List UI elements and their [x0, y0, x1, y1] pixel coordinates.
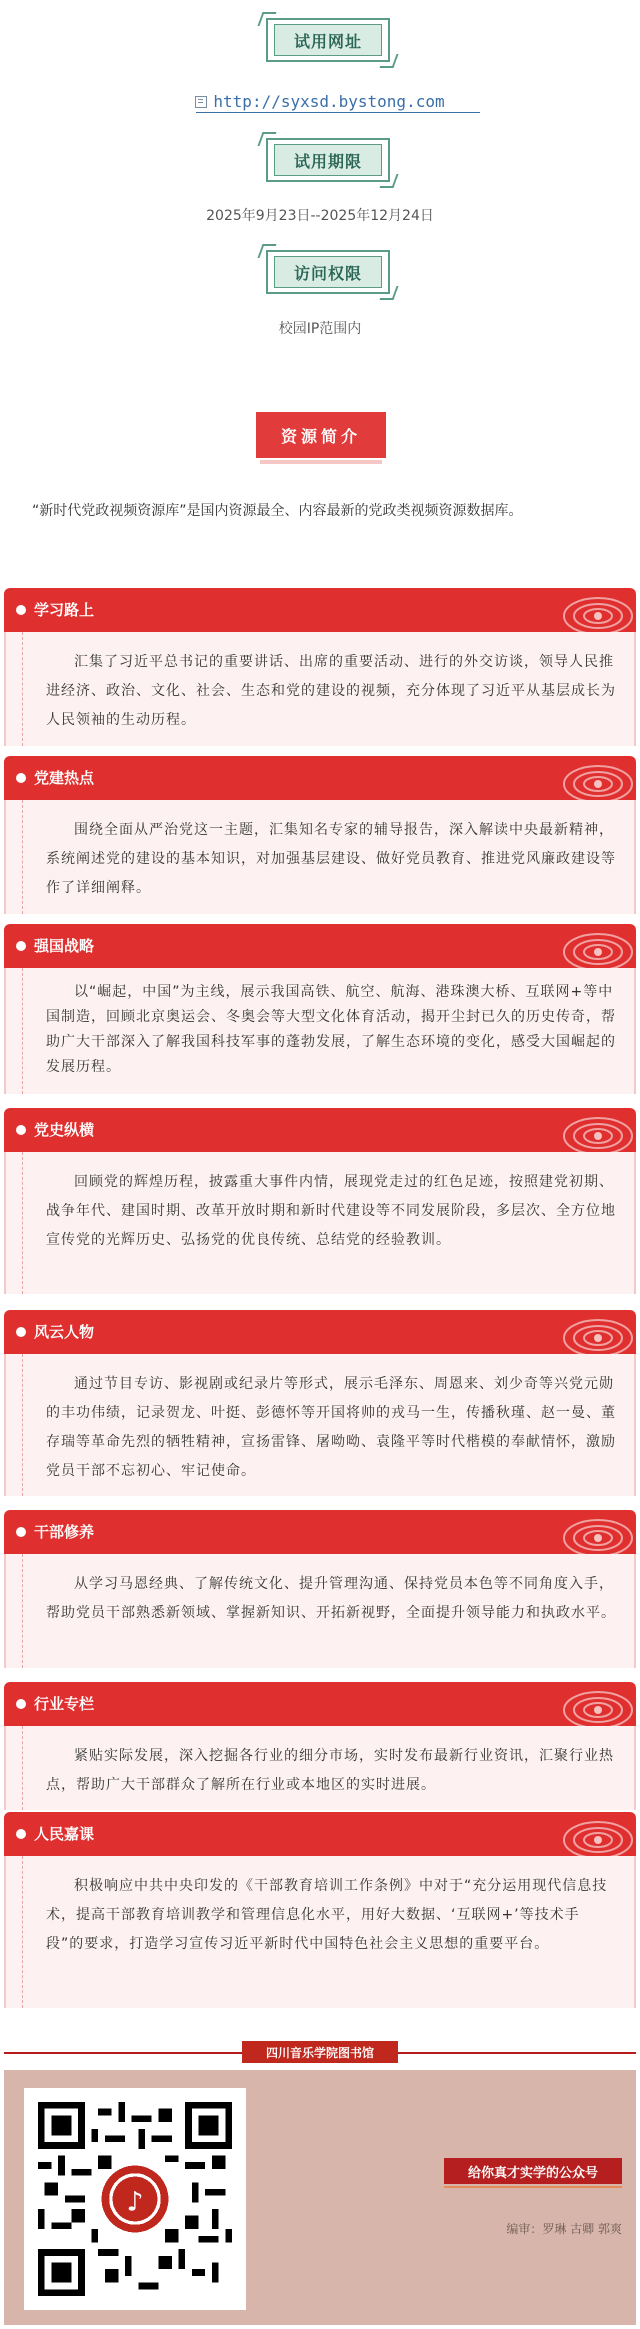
hall-emblem-icon — [536, 1510, 636, 1554]
access-label-text: 访问权限 — [293, 263, 362, 283]
section-title: 强国战略 — [34, 937, 95, 955]
intro-paragraph: “新时代党政视频资源库”是国内资源最全、内容最新的党政类视频资源数据库。 — [32, 503, 523, 519]
hall-emblem-icon — [536, 1682, 636, 1726]
section-people-course — [4, 1812, 636, 2008]
section-title: 党史纵横 — [34, 1121, 95, 1139]
section-title: 学习路上 — [34, 601, 95, 619]
section-title: 人民嘉课 — [34, 1825, 95, 1843]
section-text: 通过节目专访、影视剧或纪录片等形式，展示毛泽东、周恩来、刘少奇等兴党元勋的丰功伟绩，记录贺龙、叶挺、彭德怀等开国将帅的戎马一生，传播秋瑾、赵一曼、董存瑞等革命先烈的牺牲精神，宣扬雷锋、屠呦呦、袁隆平等时代楷模的奉献情怀，激励党员干部不忘初心、牢记使命。 — [46, 1376, 616, 1479]
section-header — [4, 1108, 636, 1152]
access-value: 校园IP范围内 — [278, 321, 362, 337]
hall-emblem-icon — [536, 588, 636, 632]
section-text: 从学习马恩经典、了解传统文化、提升管理沟通、保持党员本色等不同角度入手，帮助党员干部熟悉新领域、掌握新知识、开拓新视野，全面提升领导能力和执政水平。 — [46, 1576, 616, 1621]
trial-url-link[interactable]: http://syxsd.bystong.com — [213, 92, 445, 111]
hall-emblem-icon — [536, 1310, 636, 1354]
section-party-hotspots — [4, 756, 636, 914]
qr-code[interactable] — [24, 2088, 246, 2310]
trial-url-label — [266, 18, 390, 62]
footer-panel — [4, 2070, 636, 2325]
access-label — [266, 250, 390, 294]
section-header — [4, 588, 636, 632]
section-industry-column — [4, 1682, 636, 1810]
trial-url-label-text: 试用网址 — [293, 31, 362, 51]
qr-code-icon — [38, 2102, 232, 2296]
section-text: 围绕全面从严治党这一主题，汇集知名专家的辅导报告，深入解读中央最新精神，系统阐述党的建设的基本知识，对加强基层建设、做好党员教育、推进党风廉政建设等作了详细阐释。 — [46, 822, 616, 896]
section-text: 积极响应中共中央印发的《干部教育培训工作条例》中对于“充分运用现代信息技术，提高干部教育培训教学和管理信息化水平，用好大数据、‘互联网+’等技术手段”的要求，打造学习宣传习近平新时代中国特色社会主义思想的重要平台。 — [46, 1878, 608, 1952]
section-title: 党建热点 — [34, 769, 95, 787]
hall-emblem-icon — [536, 1812, 636, 1856]
section-strong-nation — [4, 924, 636, 1094]
section-cadre-cultivation — [4, 1510, 636, 1668]
slogan-tag: 给你真才实学的公众号 — [444, 2158, 622, 2184]
link-icon — [195, 96, 207, 108]
svg-text:♪: ♪ — [126, 2186, 144, 2218]
library-tag: 四川音乐学院图书馆 — [242, 2041, 398, 2063]
section-header — [4, 1682, 636, 1726]
section-text: 回顾党的辉煌历程，披露重大事件内情，展现党走过的红色足迹，按照建党初期、战争年代、建国时期、改革开放时期和新时代建设等不同发展阶段，多层次、全方位地宣传党的光辉历史、弘扬党的优良传统、总结党的经验教训。 — [46, 1174, 616, 1248]
section-title: 干部修养 — [34, 1523, 95, 1541]
section-title: 行业专栏 — [34, 1695, 95, 1713]
section-text: 紧贴实际发展，深入挖掘各行业的细分市场，实时发布最新行业资讯，汇聚行业热点，帮助广大干部群众了解所在行业或本地区的实时进展。 — [46, 1748, 614, 1793]
trial-period-label-text: 试用期限 — [293, 151, 362, 171]
section-notable-figures — [4, 1310, 636, 1496]
trial-period-label — [266, 138, 390, 182]
section-header — [4, 1510, 636, 1554]
section-header — [4, 756, 636, 800]
section-study-road — [4, 588, 636, 746]
section-header — [4, 924, 636, 968]
trial-period-value: 2025年9月23日--2025年12月24日 — [206, 208, 434, 224]
section-title: 风云人物 — [34, 1323, 95, 1341]
hall-emblem-icon — [536, 756, 636, 800]
trial-url-row — [0, 92, 640, 111]
resource-intro-button[interactable]: 资源简介 — [256, 412, 386, 458]
section-text: 汇集了习近平总书记的重要讲话、出席的重要活动、进行的外交访谈，领导人民推进经济、政治、文化、社会、生态和党的建设的视频，充分体现了习近平从基层成长为人民领袖的生动历程。 — [46, 654, 616, 728]
section-header — [4, 1310, 636, 1354]
hall-emblem-icon — [536, 924, 636, 968]
url-underline — [196, 112, 480, 113]
section-header — [4, 1812, 636, 1856]
hall-emblem-icon — [536, 1108, 636, 1152]
section-text: 以“崛起，中国”为主线，展示我国高铁、航空、航海、港珠澳大桥、互联网+等中国制造，回顾北京奥运会、冬奥会等大型文化体育活动，揭开尘封已久的历史传奇，帮助广大干部深入了解我国科技军事的蓬勃发展，了解生态环境的变化，感受大国崛起的发展历程。 — [46, 984, 616, 1075]
editor-credits: 编审：罗琳 古卿 郭爽 — [506, 2222, 622, 2236]
section-party-history — [4, 1108, 636, 1294]
